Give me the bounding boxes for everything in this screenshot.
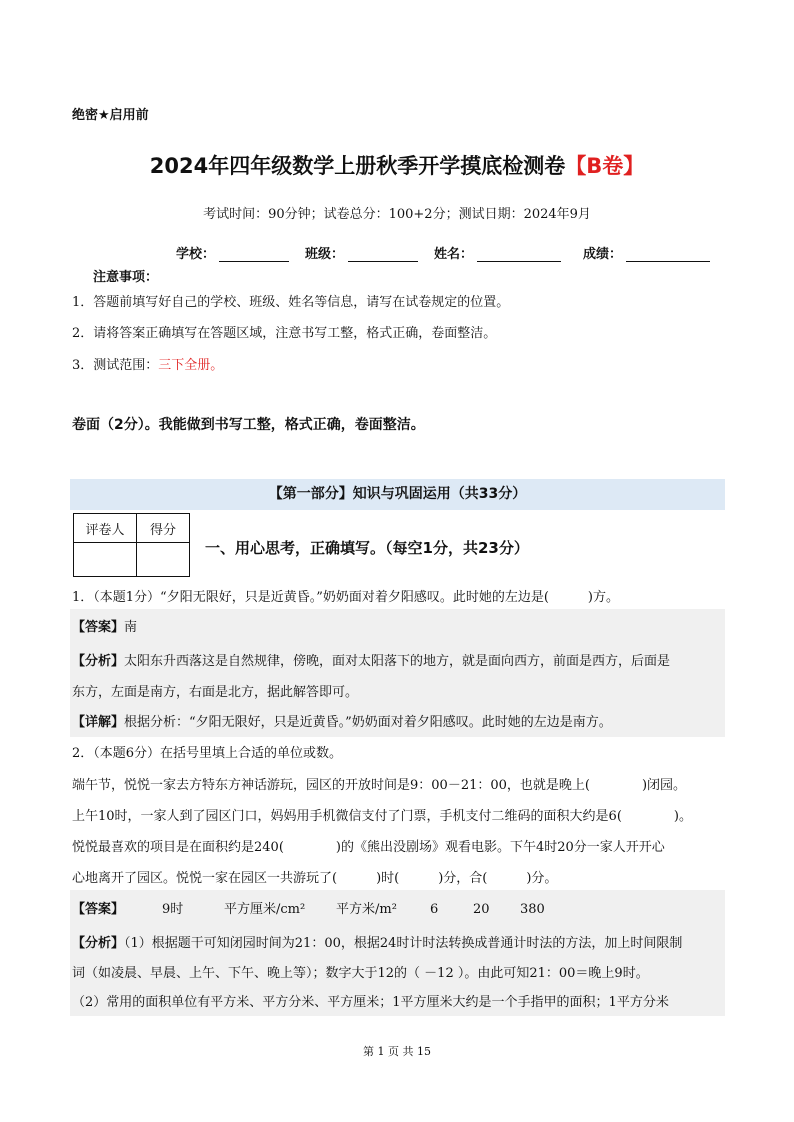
- neatness-statement: 卷面（2分）。我能做到书写工整，格式正确，卷面整洁。: [72, 417, 425, 433]
- q2-answer-6: 380: [520, 902, 545, 917]
- grader-header: 评卷人: [74, 514, 137, 543]
- grader-cell[interactable]: [74, 543, 137, 577]
- notice-item-1: 1．答题前填写好自己的学校、班级、姓名等信息，请写在试卷规定的位置。: [72, 295, 510, 310]
- q2-answers: 【答案】 9时 平方厘米/cm² 平方米/m² 6 20 380: [72, 898, 545, 917]
- student-info-row: [176, 243, 726, 262]
- grader-score-table: [73, 513, 190, 577]
- notice-item-2: 2．请将答案正确填写在答题区域，注意书写工整，格式正确，卷面整洁。: [72, 326, 497, 341]
- q1-answer: 【答案】南: [72, 620, 138, 635]
- part-one-banner: 【第一部分】知识与巩固运用（共33分）: [70, 479, 725, 510]
- confidential-label: 绝密★启用前: [72, 108, 149, 123]
- question-2: 2．（本题6分）在括号里填上合适的单位或数。: [72, 746, 343, 761]
- q2-analysis-line-1: 【分析】（1）根据题干可知闭园时间为21：00，根据24时计时法转换成普通计时法的方法，加上时间限制: [72, 936, 683, 951]
- notice-item-3: 3．测试范围：三下全册。: [72, 358, 224, 373]
- q2-answer-3: 平方米/m²: [336, 902, 397, 917]
- class-field: 班级：: [305, 243, 418, 262]
- exam-subtitle: 考试时间：90分钟；试卷总分：100+2分；测试日期：2024年9月: [203, 207, 591, 222]
- question-1: 1．（本题1分）“夕阳无限好，只是近黄昏。”奶奶面对着夕阳感叹。此时她的左边是( )方。: [72, 590, 619, 605]
- test-scope: 三下全册。: [158, 358, 224, 373]
- name-field: 姓名：: [434, 243, 561, 262]
- q2-answer-4: 6: [430, 902, 439, 917]
- question-2-line-3: 悦悦最喜欢的项目是在面积约是240( )的《熊出没剧场》观看电影。下午4时20分一家人开开心: [72, 840, 665, 855]
- q2-answer-5: 20: [473, 902, 490, 917]
- section-one-heading: 一、用心思考，正确填写。（每空1分，共23分）: [205, 539, 529, 557]
- question-2-line-1: 端午节，悦悦一家去方特东方神话游玩，园区的开放时间是9：00－21：00，也就是晚上( )闭园。: [72, 778, 687, 793]
- name-blank[interactable]: [477, 247, 561, 262]
- q1-analysis-line-1: 【分析】太阳东升西落这是自然规律，傍晚，面对太阳落下的地方，就是面向西方，前面是西方，后面是: [72, 654, 671, 669]
- school-field: 学校：: [176, 243, 289, 262]
- question-2-line-4: 心地离开了园区。悦悦一家在园区一共游玩了( )时( )分，合( )分。: [72, 871, 558, 886]
- notice-title: 注意事项：: [93, 270, 159, 285]
- title-main: 2024年四年级数学上册秋季开学摸底检测卷: [149, 154, 566, 178]
- q2-analysis-line-2: 词（如凌晨、早晨、上午、下午、晚上等）；数字大于12的（ －12 ）。由此可知21：00＝晚上9时。: [72, 966, 649, 981]
- q1-detail: 【详解】根据分析：“夕阳无限好，只是近黄昏。”奶奶面对着夕阳感叹。此时她的左边是南方。: [72, 715, 612, 730]
- score-header: 得分: [137, 514, 190, 543]
- score-field: 成绩：: [583, 243, 710, 262]
- page-footer: 第 1 页 共 15: [363, 1045, 431, 1058]
- q1-analysis-line-2: 东方，左面是南方，右面是北方，据此解答即可。: [72, 685, 359, 700]
- class-blank[interactable]: [348, 247, 418, 262]
- question-2-line-2: 上午10时，一家人到了园区门口，妈妈用手机微信支付了门票，手机支付二维码的面积大约是6( )。: [72, 809, 692, 824]
- school-blank[interactable]: [219, 247, 289, 262]
- q2-answer-2: 平方厘米/cm²: [224, 902, 306, 917]
- exam-title: [0, 150, 794, 180]
- score-cell[interactable]: [137, 543, 190, 577]
- q2-answer-1: 9时: [162, 902, 184, 917]
- q2-analysis-line-3: （2）常用的面积单位有平方米、平方分米、平方厘米；1平方厘米大约是一个手指甲的面积；1平方分米: [72, 995, 669, 1010]
- score-blank[interactable]: [626, 247, 710, 262]
- title-tag: 【B卷】: [565, 154, 645, 178]
